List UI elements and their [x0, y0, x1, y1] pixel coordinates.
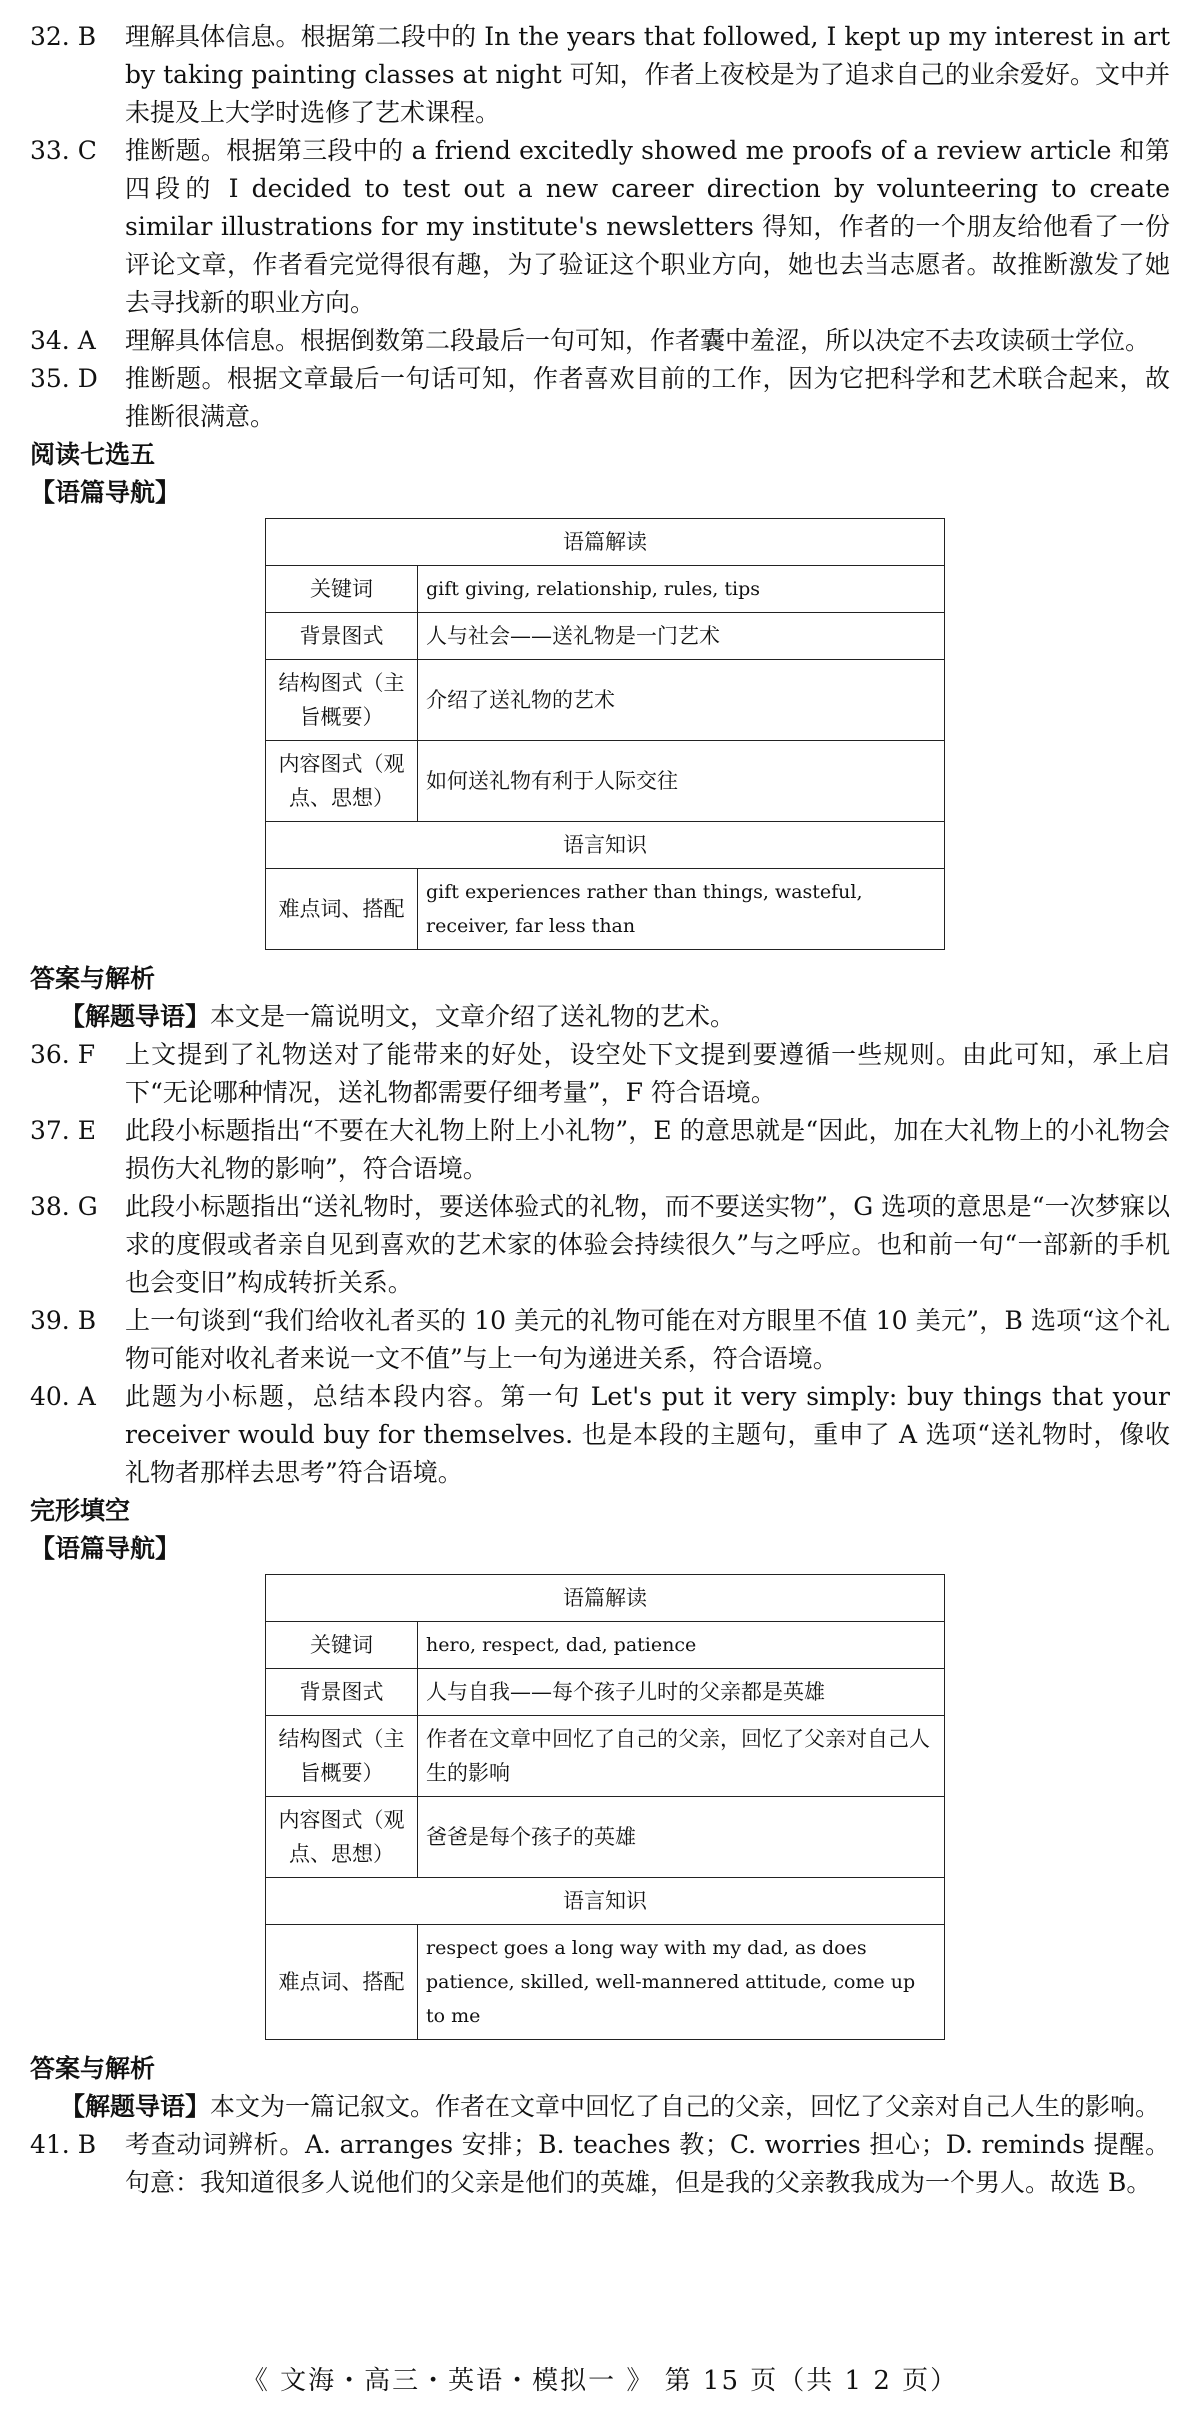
answers-title: 答案与解析 — [30, 964, 156, 993]
table-row: 背景图式 人与社会——送礼物是一门艺术 — [266, 613, 945, 660]
table-row: 关键词 gift giving, relationship, rules, tips — [266, 566, 945, 613]
answers-part2 — [30, 1036, 1170, 1492]
table-row: 关键词 hero, respect, dad, patience — [266, 1622, 945, 1669]
table-row: 内容图式（观点、思想） 如何送礼物有利于人际交往 — [266, 741, 945, 822]
table-row: 结构图式（主旨概要） 介绍了送礼物的艺术 — [266, 660, 945, 741]
answer-item: 38. G 此段小标题指出“送礼物时，要送体验式的礼物，而不要送实物”，G 选项的意思是“一次梦寐以求的度假或者亲自见到喜欢的艺术家的体验会持续很久”与之呼应。也和前一句“一部新的手机也会变旧”构成转折关系。 — [30, 1192, 1170, 1297]
answer-item: 34. A 理解具体信息。根据倒数第二段最后一句可知，作者囊中羞涩，所以决定不去攻读硕士学位。 — [30, 326, 1151, 355]
answer-page — [30, 18, 1170, 2202]
answer-item: 39. B 上一句谈到“我们给收礼者买的 10 美元的礼物可能在对方眼里不值 10 美元”，B 选项“这个礼物可能对收礼者来说一文不值”与上一句为递进关系，符合语境。 — [30, 1306, 1170, 1373]
answer-item: 40. A 此题为小标题，总结本段内容。第一句 Let's put it very simply: buy things that your receiver would buy for themselves. 也是本段的主题句，重申了 A 选项“送礼物时，像收礼物者那样去思考”符合语境。 — [30, 1382, 1170, 1487]
answer-item: 33. C 推断题。根据第三段中的 a friend excitedly showed me proofs of a review article 和第四段的 I decided to test out a new career direction by volunteering to create similar illustrations for my institute's newsletters 得知，作者的一个朋友给他看了一份评论文章，作者看完觉得很有趣，为了验证这个职业方向，她也去当志愿者。故推断激发了她去寻找新的职业方向。 — [30, 136, 1170, 317]
section-title-seven-choose-five: 阅读七选五 — [30, 440, 156, 469]
answers-part3 — [30, 2126, 1170, 2202]
answer-item: 36. F 上文提到了礼物送对了能带来的好处，设空处下文提到要遵循一些规则。由此可知，承上启下“无论哪种情况，送礼物都需要仔细考量”，F 符合语境。 — [30, 1040, 1170, 1107]
answer-item: 37. E 此段小标题指出“不要在大礼物上附上小礼物”，E 的意思就是“因此，加在大礼物上的小礼物会损伤大礼物的影响”，符合语境。 — [30, 1116, 1170, 1183]
section-title-cloze: 完形填空 — [30, 1496, 131, 1525]
nav-title: 【语篇导航】 — [30, 478, 181, 507]
discourse-table-2 — [265, 1574, 945, 2040]
table-subheader: 语言知识 — [266, 822, 945, 869]
answers-title: 答案与解析 — [30, 2054, 156, 2083]
table-header: 语篇解读 — [266, 1575, 945, 1622]
guide-paragraph: 【解题导语】本文为一篇记叙文。作者在文章中回忆了自己的父亲，回忆了父亲对自己人生的影响。 — [60, 2092, 1161, 2121]
table-row: 背景图式 人与自我——每个孩子儿时的父亲都是英雄 — [266, 1669, 945, 1716]
answers-part1 — [30, 18, 1170, 436]
answer-item: 35. D 推断题。根据文章最后一句话可知，作者喜欢目前的工作，因为它把科学和艺术联合起来，故推断很满意。 — [30, 364, 1170, 431]
discourse-table-1 — [265, 518, 945, 950]
answer-item: 32. B 理解具体信息。根据第二段中的 In the years that followed, I kept up my interest in art by taking painting classes at night 可知，作者上夜校是为了追求自己的业余爱好。文中并未提及上大学时选修了艺术课程。 — [30, 22, 1170, 127]
page-footer: 《 文海・高三・英语・模拟一 》 第 15 页（共 1 2 页） — [241, 2366, 959, 2396]
nav-title: 【语篇导航】 — [30, 1534, 181, 1563]
table-subheader: 语言知识 — [266, 1878, 945, 1925]
table-row: 难点词、搭配 respect goes a long way with my dad, as does patience, skilled, well-mannered attitude, come up to me — [266, 1925, 945, 2040]
table-header: 语篇解读 — [266, 519, 945, 566]
table-row: 内容图式（观点、思想） 爸爸是每个孩子的英雄 — [266, 1797, 945, 1878]
table-row: 难点词、搭配 gift experiences rather than things, wasteful, receiver, far less than — [266, 869, 945, 950]
guide-paragraph: 【解题导语】本文是一篇说明文，文章介绍了送礼物的艺术。 — [60, 1002, 736, 1031]
answer-item: 41. B 考查动词辨析。A. arranges 安排；B. teaches 教；C. worries 担心；D. reminds 提醒。句意：我知道很多人说他们的父亲是他们的英雄，但是我的父亲教我成为一个男人。故选 B。 — [30, 2130, 1170, 2197]
table-row: 结构图式（主旨概要） 作者在文章中回忆了自己的父亲，回忆了父亲对自己人生的影响 — [266, 1716, 945, 1797]
